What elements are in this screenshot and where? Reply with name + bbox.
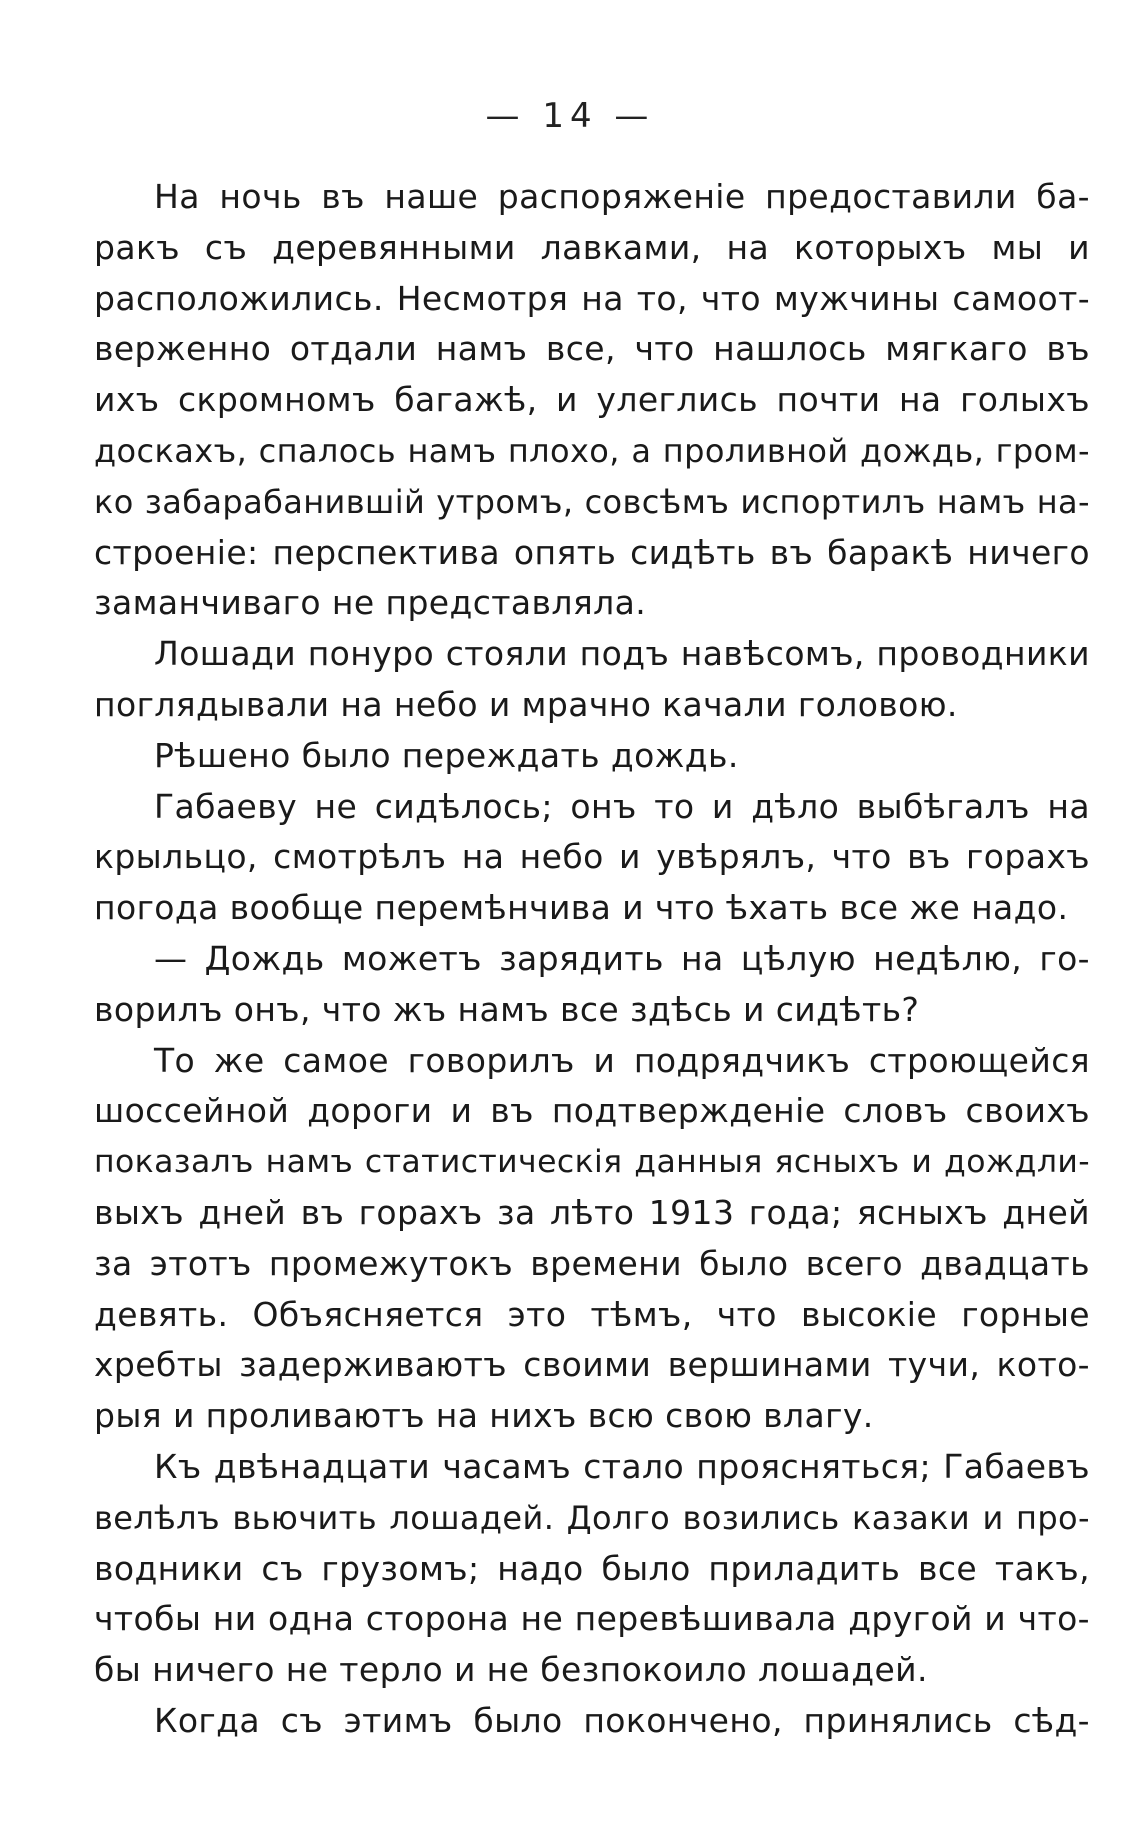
text-line: заманчиваго не представляла.	[94, 583, 647, 623]
text-line: доскахъ, спалось намъ плохо, а проливной дождь, гром-	[94, 431, 1090, 470]
text-line: Къ двѣнадцати часамъ стало проясняться; Габаевъ	[154, 1446, 1090, 1486]
text-line: То же самое говорилъ и подрядчикъ строющейся	[154, 1040, 1090, 1080]
text-line: водники съ грузомъ; надо было приладить все такъ,	[94, 1548, 1090, 1588]
text-line: Рѣшено было переждать дождь.	[154, 735, 739, 775]
text-line: строеніе: перспектива опять сидѣть въ баракѣ ничего	[94, 532, 1090, 572]
text-line: ворилъ онъ, что жъ намъ все здѣсь и сидѣть?	[94, 989, 920, 1029]
text-line: бы ничего не терло и не безпокоило лошадей.	[94, 1650, 928, 1690]
text-line: за этотъ промежутокъ времени было всего двадцать	[94, 1243, 1090, 1283]
text-line: расположились. Несмотря на то, что мужчины самоот-	[94, 278, 1090, 318]
text-line: выхъ дней въ горахъ за лѣто 1913 года; ясныхъ дней	[94, 1192, 1090, 1232]
text-line: ракъ съ деревянными лавками, на которыхъ мы и	[94, 227, 1090, 267]
text-line: Габаеву не сидѣлось; онъ то и дѣло выбѣгалъ на	[154, 786, 1090, 826]
text-line: девять. Объясняется это тѣмъ, что высокіе горные	[94, 1294, 1090, 1334]
text-line: Когда съ этимъ было покончено, принялись сѣд-	[154, 1700, 1090, 1740]
text-line: крыльцо, смотрѣлъ на небо и увѣрялъ, что въ горахъ	[94, 837, 1090, 877]
text-line: На ночь въ наше распоряженіе предоставили ба-	[154, 177, 1090, 216]
text-line: велѣлъ вьючить лошадей. Долго возились казаки и про-	[94, 1498, 1090, 1537]
text-line: рыя и проливаютъ на нихъ всю свою влагу.	[94, 1396, 874, 1436]
body-text	[94, 172, 1090, 1747]
text-line: поглядывали на небо и мрачно качали головою.	[94, 684, 958, 724]
text-line: ихъ скромномъ багажѣ, и улеглись почти на голыхъ	[94, 380, 1090, 420]
text-line: ко забарабанившій утромъ, совсѣмъ испортилъ намъ на-	[94, 482, 1090, 521]
text-line: шоссейной дороги и въ подтвержденіе словъ своихъ	[94, 1091, 1090, 1131]
text-line: Лошади понуро стояли подъ навѣсомъ, проводники	[154, 634, 1090, 674]
text-line: — Дождь можетъ зарядить на цѣлую недѣлю, го-	[154, 938, 1090, 978]
text-line: хребты задерживаютъ своими вершинами тучи, кото-	[94, 1345, 1090, 1385]
page-number: — 14 —	[485, 96, 655, 136]
text-line: верженно отдали намъ все, что нашлось мягкаго въ	[94, 329, 1090, 369]
text-line: чтобы ни одна сторона не перевѣшивала другой и что-	[94, 1599, 1090, 1639]
text-line: показалъ намъ статистическія данныя ясныхъ и дождли-	[94, 1144, 1090, 1181]
text-line: погода вообще перемѣнчива и что ѣхать все же надо.	[94, 888, 1069, 928]
